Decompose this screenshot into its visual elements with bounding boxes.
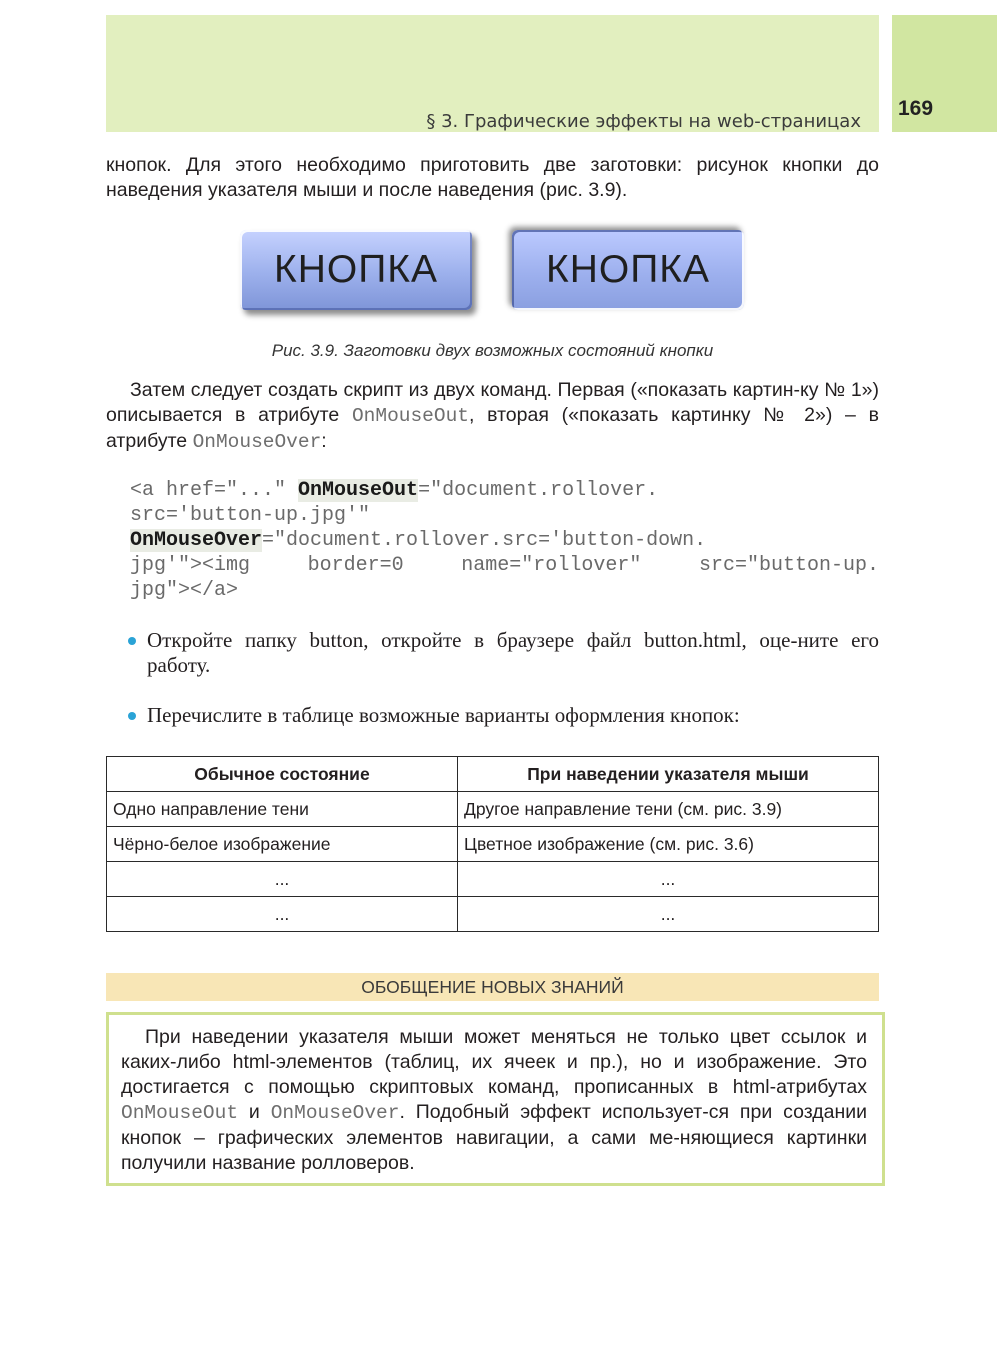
script-text-3: : <box>321 430 327 452</box>
bullet-text-2: Перечислите в таблице возможные варианты оформления кнопок: <box>147 703 740 727</box>
code-line-1 <box>130 478 879 503</box>
bullet-dot-icon <box>128 637 136 645</box>
figure-caption: Рис. 3.9. Заготовки двух возможных состояний кнопки <box>271 341 714 360</box>
table-cell: ... <box>107 897 458 932</box>
code-rollover-1: ="document.rollover. <box>418 479 659 502</box>
table-cell: Другое направление тени (см. рис. 3.9) <box>458 792 879 827</box>
code-onmouseover: OnMouseOver <box>130 529 263 552</box>
summary-text-2: . Подобный эффект использует-ся при создании кнопок – графических элементов навигации, а сами ме-няющиеся картинки получили название ролловеров. <box>121 1101 867 1174</box>
code-anchor-open: <a href="..." <box>130 479 299 502</box>
bullet-dot-icon <box>128 712 136 720</box>
button-down-image <box>512 230 744 310</box>
table-header-normal: Обычное состояние <box>107 757 458 792</box>
table-header-hover: При наведении указателя мыши <box>458 757 879 792</box>
table-row <box>107 897 879 932</box>
bullet-item-1 <box>130 628 879 678</box>
code-src: src="button-up. <box>698 554 879 577</box>
script-text-2: , вторая («показать картинку № 2») – в атрибуте <box>106 404 879 452</box>
variants-table <box>106 756 879 932</box>
attr-onmouseover: OnMouseOver <box>192 431 322 453</box>
attr-onmouseout: OnMouseOut <box>351 405 469 427</box>
table-cell: ... <box>458 862 879 897</box>
table-cell: Цветное изображение (см. рис. 3.6) <box>458 827 879 862</box>
summary-heading: ОБОБЩЕНИЕ НОВЫХ ЗНАНИЙ <box>106 973 879 1001</box>
summary-box <box>106 1012 885 1186</box>
table-row <box>107 827 879 862</box>
summary-text-1: При наведении указателя мыши может меняться не только цвет ссылок и каких-либо html-элементов (таблиц, их ячеек и пр.), но и изображение. Это достигается с помощью скриптовых команд, прописанных в html-атрибутах <box>121 1026 867 1098</box>
script-text-1: Затем следует создать скрипт из двух команд. Первая («показать картин-ку № 1») описывается в атрибуте <box>106 379 879 426</box>
summary-text <box>121 1025 867 1176</box>
page-number: 169 <box>898 97 934 120</box>
summary-and: и <box>238 1101 271 1123</box>
table-cell: Одно направление тени <box>107 792 458 827</box>
button-up-label: КНОПКА <box>274 248 438 291</box>
header-band <box>106 15 879 132</box>
code-line-4 <box>130 553 879 578</box>
intro-paragraph: кнопок. Для этого необходимо приготовить две заготовки: рисунок кнопки до наведения указателя мыши и после наведения (рис. 3.9). <box>106 154 879 201</box>
table-cell: ... <box>107 862 458 897</box>
bullet-item-2 <box>130 703 879 728</box>
code-img-open: jpg'"><img <box>130 554 251 577</box>
code-name: name="rollover" <box>461 554 642 577</box>
script-paragraph <box>106 378 879 455</box>
table-header-row <box>107 757 879 792</box>
code-border: border=0 <box>307 554 404 577</box>
section-title: § 3. Графические эффекты на web-страницах <box>426 111 861 132</box>
code-line-3 <box>130 528 879 553</box>
code-line-5: jpg"></a> <box>130 579 239 602</box>
table-cell: Чёрно-белое изображение <box>107 827 458 862</box>
summary-attr-onmouseover: OnMouseOver <box>270 1102 400 1124</box>
button-up-image <box>240 230 472 310</box>
code-block <box>130 478 879 603</box>
summary-attr-onmouseout: OnMouseOut <box>121 1102 239 1124</box>
table-cell: ... <box>458 897 879 932</box>
code-line-2: src='button-up.jpg'" <box>130 504 371 527</box>
bullet-text-1: Откройте папку button, откройте в браузере файл button.html, оце-ните его работу. <box>147 628 879 677</box>
code-rollover-2: ="document.rollover.src='button-down. <box>262 529 707 552</box>
table-row <box>107 792 879 827</box>
code-onmouseout: OnMouseOut <box>298 479 419 502</box>
button-down-label: КНОПКА <box>546 248 710 291</box>
table-row <box>107 862 879 897</box>
